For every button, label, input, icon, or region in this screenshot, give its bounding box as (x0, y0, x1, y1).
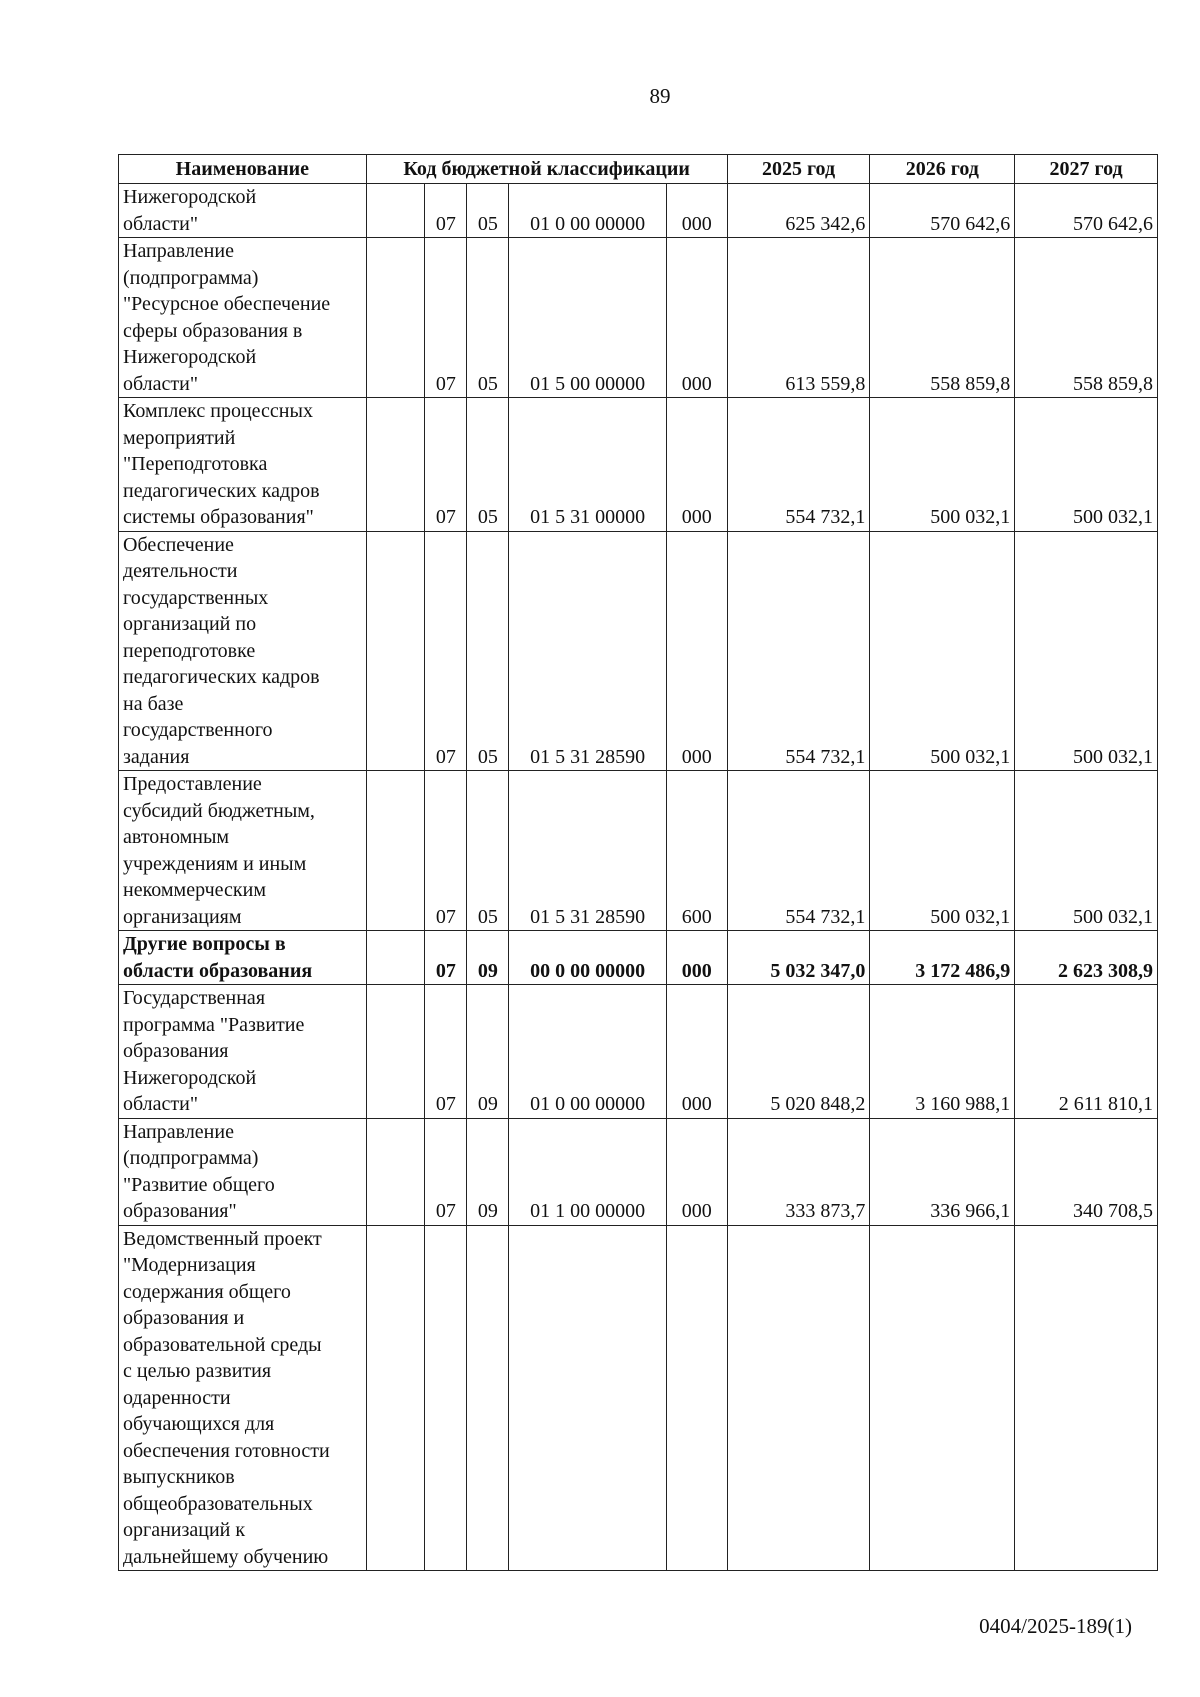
row-name-line: выпускников (123, 1466, 235, 1488)
row-name-line: Обеспечение (123, 533, 234, 556)
row-name-line: Предоставление (123, 773, 262, 795)
value-2027: 340 708,5 (1015, 1118, 1158, 1225)
row-name-line: содержания общего (123, 1280, 291, 1303)
row-name-line: государственных (123, 586, 269, 609)
row-name-line: образовательной среды (123, 1333, 322, 1356)
table-row (119, 771, 1158, 931)
row-name-line: Нижегородской (123, 186, 257, 208)
row-name-line: Направление (123, 1120, 234, 1143)
row-name (119, 398, 367, 532)
row-name-line: субсидий бюджетным, (123, 799, 315, 822)
row-name-line: организациям (123, 905, 242, 928)
code-subsection: 05 (467, 531, 509, 771)
value-2027: 500 032,1 (1015, 531, 1158, 771)
table-row (119, 238, 1158, 398)
code-section: 07 (425, 531, 467, 771)
row-name-line: образования" (123, 1200, 237, 1222)
row-name-line: обучающихся для (123, 1413, 275, 1435)
row-name-line: с целью развития (123, 1360, 272, 1382)
code-target-article: 01 5 31 00000 (509, 398, 666, 532)
row-name-line: Ведомственный проект (123, 1227, 322, 1250)
value-2027: 558 859,8 (1015, 238, 1158, 398)
row-name-line: "Модернизация (123, 1254, 256, 1276)
value-2026: 500 032,1 (870, 531, 1015, 771)
code-part-1 (366, 398, 425, 532)
row-name-line: системы образования" (123, 506, 314, 528)
code-section: 07 (425, 398, 467, 532)
row-name-line: на базе (123, 692, 184, 715)
value-2027: 500 032,1 (1015, 771, 1158, 931)
table-row (119, 531, 1158, 771)
code-expense-type: 000 (666, 531, 727, 771)
value-2027 (1015, 1225, 1158, 1571)
row-name-line: дальнейшему обучению (123, 1545, 329, 1568)
code-target-article: 01 5 31 28590 (509, 771, 666, 931)
value-2027: 2 611 810,1 (1015, 985, 1158, 1119)
code-subsection (467, 1225, 509, 1571)
table-row (119, 398, 1158, 532)
value-2025: 5 032 347,0 (727, 931, 870, 985)
row-name-line: Другие вопросы в (123, 933, 286, 955)
code-section: 07 (425, 1118, 467, 1225)
row-name-line: сферы образования в (123, 319, 303, 342)
code-section (425, 1225, 467, 1571)
page-number: 89 (649, 84, 671, 108)
row-name-line: образования и (123, 1307, 245, 1329)
row-name (119, 1225, 367, 1571)
value-2027: 500 032,1 (1015, 398, 1158, 532)
code-subsection: 05 (467, 771, 509, 931)
value-2027: 2 623 308,9 (1015, 931, 1158, 985)
row-name-line: переподготовке (123, 639, 256, 662)
code-expense-type: 000 (666, 985, 727, 1119)
row-name (119, 238, 367, 398)
row-name-line: области" (123, 372, 199, 395)
value-2026: 500 032,1 (870, 771, 1015, 931)
code-part-1 (366, 771, 425, 931)
row-name-line: автономным (123, 826, 230, 848)
code-section: 07 (425, 985, 467, 1119)
table-row (119, 1225, 1158, 1571)
row-name (119, 1118, 367, 1225)
value-2026: 558 859,8 (870, 238, 1015, 398)
code-subsection: 05 (467, 238, 509, 398)
code-expense-type: 000 (666, 238, 727, 398)
table-body (119, 184, 1158, 1571)
value-2027: 570 642,6 (1015, 184, 1158, 238)
value-2026: 336 966,1 (870, 1118, 1015, 1225)
code-section: 07 (425, 931, 467, 985)
row-name-line: одаренности (123, 1386, 231, 1409)
budget-table (118, 154, 1158, 1571)
code-target-article: 01 0 00 00000 (509, 184, 666, 238)
row-name-line: "Развитие общего (123, 1173, 275, 1196)
row-name-line: Нижегородской (123, 346, 257, 368)
value-2026: 500 032,1 (870, 398, 1015, 532)
value-2025: 5 020 848,2 (727, 985, 870, 1119)
row-name-line: образования (123, 1040, 229, 1062)
code-target-article: 01 5 31 28590 (509, 531, 666, 771)
table-row (119, 985, 1158, 1119)
row-name-line: Нижегородской (123, 1066, 257, 1089)
code-target-article (509, 1225, 666, 1571)
row-name-line: педагогических кадров (123, 666, 320, 688)
value-2025: 554 732,1 (727, 398, 870, 532)
value-2025 (727, 1225, 870, 1571)
document-code: 0404/2025-189(1) (979, 1614, 1132, 1638)
code-expense-type: 000 (666, 1118, 727, 1225)
table-row (119, 931, 1158, 985)
code-target-article: 01 5 00 00000 (509, 238, 666, 398)
header-2027: 2027 год (1015, 155, 1158, 184)
value-2025: 554 732,1 (727, 531, 870, 771)
row-name-line: области образования (123, 959, 313, 982)
row-name-line: "Переподготовка (123, 453, 268, 475)
code-part-1 (366, 1118, 425, 1225)
row-name-line: программа "Развитие (123, 1013, 305, 1036)
row-name-line: области" (123, 1093, 199, 1115)
row-name (119, 985, 367, 1119)
row-name-line: области" (123, 212, 199, 235)
table-row (119, 184, 1158, 238)
row-name-line: государственного (123, 719, 273, 741)
code-part-1 (366, 1225, 425, 1571)
value-2026: 3 160 988,1 (870, 985, 1015, 1119)
header-2025: 2025 год (727, 155, 870, 184)
code-expense-type (666, 1225, 727, 1571)
row-name-line: Государственная (123, 987, 266, 1009)
row-name-line: учреждениям и иным (123, 852, 307, 875)
code-expense-type: 000 (666, 398, 727, 532)
value-2026 (870, 1225, 1015, 1571)
value-2025: 613 559,8 (727, 238, 870, 398)
code-part-1 (366, 931, 425, 985)
row-name-line: мероприятий (123, 426, 236, 449)
value-2025: 333 873,7 (727, 1118, 870, 1225)
row-name (119, 184, 367, 238)
code-subsection: 05 (467, 184, 509, 238)
code-subsection: 09 (467, 985, 509, 1119)
table-row (119, 1118, 1158, 1225)
code-target-article: 00 0 00 00000 (509, 931, 666, 985)
row-name-line: обеспечения готовности (123, 1439, 330, 1462)
row-name (119, 931, 367, 985)
row-name-line: деятельности (123, 560, 238, 582)
value-2025: 625 342,6 (727, 184, 870, 238)
value-2025: 554 732,1 (727, 771, 870, 931)
header-name: Наименование (119, 155, 367, 184)
value-2026: 3 172 486,9 (870, 931, 1015, 985)
row-name-line: Комплекс процессных (123, 400, 313, 422)
value-2026: 570 642,6 (870, 184, 1015, 238)
row-name-line: "Ресурсное обеспечение (123, 293, 331, 315)
row-name-line: (подпрограмма) (123, 1147, 259, 1169)
code-section: 07 (425, 184, 467, 238)
row-name-line: педагогических кадров (123, 479, 320, 502)
code-section: 07 (425, 238, 467, 398)
code-part-1 (366, 238, 425, 398)
code-expense-type: 600 (666, 771, 727, 931)
code-part-1 (366, 531, 425, 771)
row-name-line: некоммерческим (123, 879, 266, 901)
row-name-line: общеобразовательных (123, 1492, 313, 1515)
code-subsection: 09 (467, 931, 509, 985)
table-header-row (119, 155, 1158, 184)
header-code: Код бюджетной классификации (366, 155, 727, 184)
code-part-1 (366, 184, 425, 238)
code-expense-type: 000 (666, 931, 727, 985)
header-2026: 2026 год (870, 155, 1015, 184)
row-name-line: организаций к (123, 1519, 246, 1541)
code-part-1 (366, 985, 425, 1119)
code-section: 07 (425, 771, 467, 931)
row-name-line: Направление (123, 240, 234, 262)
row-name-line: задания (123, 745, 190, 768)
code-subsection: 05 (467, 398, 509, 532)
row-name (119, 771, 367, 931)
code-subsection: 09 (467, 1118, 509, 1225)
row-name-line: организаций по (123, 613, 257, 635)
code-expense-type: 000 (666, 184, 727, 238)
code-target-article: 01 0 00 00000 (509, 985, 666, 1119)
code-target-article: 01 1 00 00000 (509, 1118, 666, 1225)
row-name-line: (подпрограмма) (123, 266, 259, 289)
row-name (119, 531, 367, 771)
